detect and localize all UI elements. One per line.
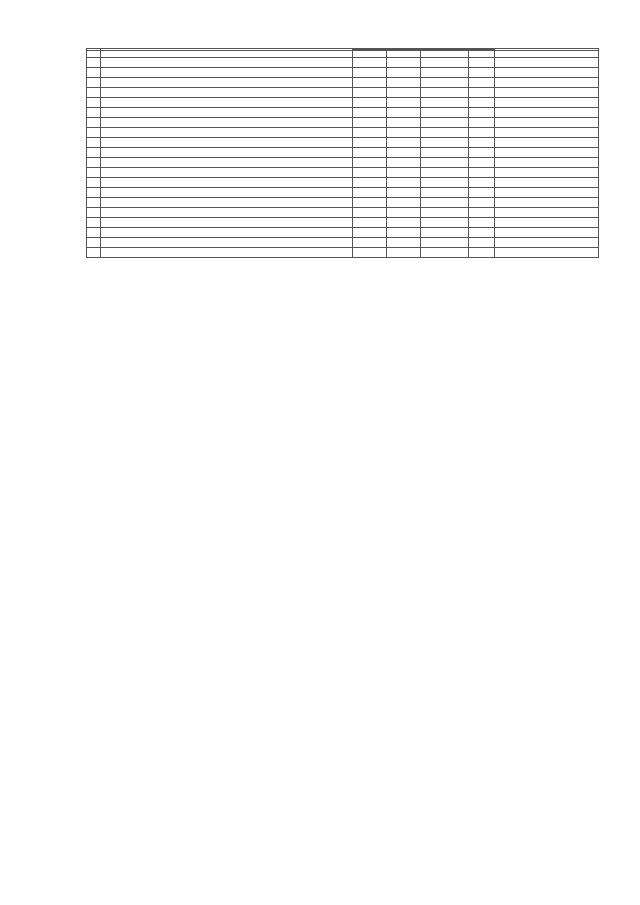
- table-row: [87, 78, 599, 88]
- row-name: [101, 78, 353, 88]
- row-amount: [495, 168, 599, 178]
- table-row: [87, 158, 599, 168]
- table-row: [87, 168, 599, 178]
- row-expense-code: [469, 218, 495, 228]
- row-section-code: [387, 188, 421, 198]
- row-expense-code: [469, 68, 495, 78]
- row-expense-code: [469, 58, 495, 68]
- budget-sheet: [86, 48, 598, 258]
- row-section-code: [387, 158, 421, 168]
- row-expense-code: [469, 248, 495, 258]
- budget-table: [86, 48, 599, 258]
- row-expense-code: [469, 168, 495, 178]
- row-section-code: [387, 248, 421, 258]
- table-row: [87, 188, 599, 198]
- column-index-cell: [353, 51, 387, 58]
- row-amount: [495, 188, 599, 198]
- row-section-code: [387, 88, 421, 98]
- table-row: [87, 108, 599, 118]
- row-expense-code: [469, 138, 495, 148]
- row-grbs-code: [353, 158, 387, 168]
- row-number: [87, 98, 101, 108]
- row-section-code: [387, 68, 421, 78]
- row-section-code: [387, 238, 421, 248]
- row-grbs-code: [353, 88, 387, 98]
- row-target-code: [421, 208, 469, 218]
- column-index-cell: [495, 51, 599, 58]
- row-amount: [495, 78, 599, 88]
- row-amount: [495, 228, 599, 238]
- row-name: [101, 238, 353, 248]
- row-expense-code: [469, 158, 495, 168]
- row-name: [101, 228, 353, 238]
- row-grbs-code: [353, 138, 387, 148]
- row-number: [87, 88, 101, 98]
- row-name: [101, 68, 353, 78]
- row-section-code: [387, 108, 421, 118]
- row-target-code: [421, 118, 469, 128]
- table-row: [87, 238, 599, 248]
- column-index-cell: [469, 51, 495, 58]
- row-amount: [495, 98, 599, 108]
- row-expense-code: [469, 198, 495, 208]
- row-target-code: [421, 78, 469, 88]
- row-amount: [495, 88, 599, 98]
- table-row: [87, 198, 599, 208]
- row-number: [87, 68, 101, 78]
- row-expense-code: [469, 148, 495, 158]
- row-name: [101, 248, 353, 258]
- column-index-row: [87, 51, 599, 58]
- row-target-code: [421, 248, 469, 258]
- row-expense-code: [469, 88, 495, 98]
- row-number: [87, 228, 101, 238]
- row-grbs-code: [353, 168, 387, 178]
- row-name: [101, 138, 353, 148]
- table-row: [87, 98, 599, 108]
- row-expense-code: [469, 228, 495, 238]
- row-name: [101, 118, 353, 128]
- row-section-code: [387, 208, 421, 218]
- row-name: [101, 88, 353, 98]
- row-amount: [495, 248, 599, 258]
- row-amount: [495, 128, 599, 138]
- row-number: [87, 168, 101, 178]
- table-row: [87, 218, 599, 228]
- row-expense-code: [469, 178, 495, 188]
- row-target-code: [421, 238, 469, 248]
- column-index-cell: [421, 51, 469, 58]
- row-target-code: [421, 228, 469, 238]
- row-name: [101, 158, 353, 168]
- row-grbs-code: [353, 238, 387, 248]
- row-amount: [495, 148, 599, 158]
- row-grbs-code: [353, 218, 387, 228]
- table-row: [87, 138, 599, 148]
- row-section-code: [387, 128, 421, 138]
- row-grbs-code: [353, 68, 387, 78]
- row-target-code: [421, 168, 469, 178]
- row-amount: [495, 178, 599, 188]
- row-number: [87, 138, 101, 148]
- row-target-code: [421, 218, 469, 228]
- row-expense-code: [469, 188, 495, 198]
- row-target-code: [421, 88, 469, 98]
- row-section-code: [387, 168, 421, 178]
- row-section-code: [387, 98, 421, 108]
- row-number: [87, 178, 101, 188]
- row-target-code: [421, 128, 469, 138]
- row-section-code: [387, 218, 421, 228]
- row-amount: [495, 208, 599, 218]
- row-section-code: [387, 78, 421, 88]
- row-amount: [495, 58, 599, 68]
- row-target-code: [421, 68, 469, 78]
- row-name: [101, 178, 353, 188]
- row-amount: [495, 238, 599, 248]
- row-expense-code: [469, 118, 495, 128]
- row-grbs-code: [353, 208, 387, 218]
- row-name: [101, 148, 353, 158]
- row-section-code: [387, 138, 421, 148]
- row-grbs-code: [353, 58, 387, 68]
- row-grbs-code: [353, 198, 387, 208]
- row-section-code: [387, 58, 421, 68]
- row-number: [87, 158, 101, 168]
- row-target-code: [421, 188, 469, 198]
- row-name: [101, 108, 353, 118]
- row-target-code: [421, 138, 469, 148]
- row-number: [87, 208, 101, 218]
- row-amount: [495, 218, 599, 228]
- row-number: [87, 188, 101, 198]
- row-expense-code: [469, 208, 495, 218]
- row-name: [101, 58, 353, 68]
- row-name: [101, 188, 353, 198]
- row-name: [101, 98, 353, 108]
- row-name: [101, 168, 353, 178]
- row-name: [101, 128, 353, 138]
- row-amount: [495, 68, 599, 78]
- row-target-code: [421, 98, 469, 108]
- row-number: [87, 78, 101, 88]
- row-name: [101, 208, 353, 218]
- table-row: [87, 128, 599, 138]
- row-amount: [495, 118, 599, 128]
- row-target-code: [421, 158, 469, 168]
- row-grbs-code: [353, 188, 387, 198]
- column-index-cell: [101, 51, 353, 58]
- row-number: [87, 148, 101, 158]
- row-amount: [495, 198, 599, 208]
- row-number: [87, 128, 101, 138]
- table-row: [87, 88, 599, 98]
- row-target-code: [421, 108, 469, 118]
- column-index-cell: [387, 51, 421, 58]
- row-section-code: [387, 178, 421, 188]
- row-grbs-code: [353, 78, 387, 88]
- row-grbs-code: [353, 228, 387, 238]
- row-expense-code: [469, 128, 495, 138]
- row-section-code: [387, 228, 421, 238]
- table-row: [87, 178, 599, 188]
- row-grbs-code: [353, 108, 387, 118]
- table-row: [87, 58, 599, 68]
- row-target-code: [421, 148, 469, 158]
- table-body: [87, 58, 599, 258]
- row-expense-code: [469, 238, 495, 248]
- row-amount: [495, 108, 599, 118]
- row-number: [87, 198, 101, 208]
- column-index-cell: [87, 51, 101, 58]
- row-number: [87, 248, 101, 258]
- table-row: [87, 118, 599, 128]
- row-grbs-code: [353, 248, 387, 258]
- row-grbs-code: [353, 128, 387, 138]
- row-section-code: [387, 118, 421, 128]
- row-target-code: [421, 178, 469, 188]
- table-row: [87, 208, 599, 218]
- row-target-code: [421, 198, 469, 208]
- table-row: [87, 68, 599, 78]
- row-target-code: [421, 58, 469, 68]
- row-section-code: [387, 148, 421, 158]
- table-row: [87, 248, 599, 258]
- row-number: [87, 118, 101, 128]
- row-amount: [495, 158, 599, 168]
- row-section-code: [387, 198, 421, 208]
- row-number: [87, 238, 101, 248]
- row-expense-code: [469, 78, 495, 88]
- row-number: [87, 108, 101, 118]
- row-name: [101, 218, 353, 228]
- table-row: [87, 228, 599, 238]
- table-row: [87, 148, 599, 158]
- row-grbs-code: [353, 98, 387, 108]
- row-amount: [495, 138, 599, 148]
- row-grbs-code: [353, 148, 387, 158]
- row-expense-code: [469, 98, 495, 108]
- row-grbs-code: [353, 118, 387, 128]
- row-expense-code: [469, 108, 495, 118]
- row-name: [101, 198, 353, 208]
- row-number: [87, 58, 101, 68]
- row-grbs-code: [353, 178, 387, 188]
- row-number: [87, 218, 101, 228]
